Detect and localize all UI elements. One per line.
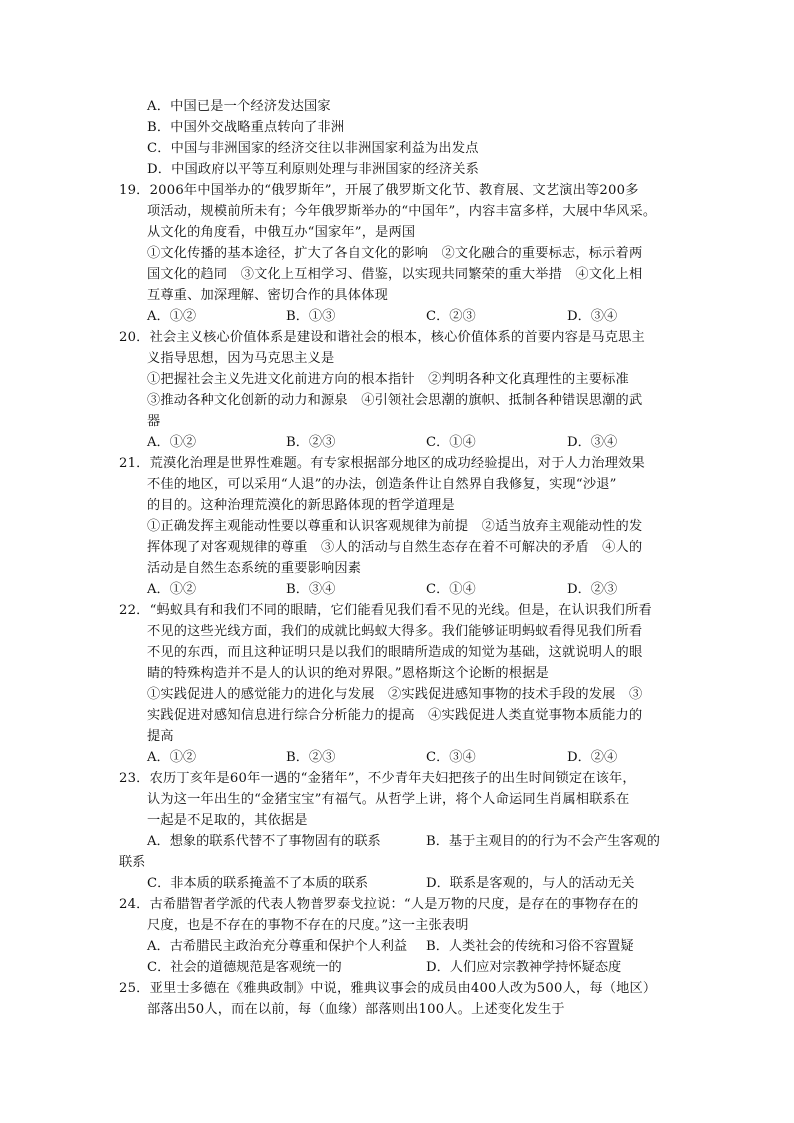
q19-stem-line: 从文化的角度看，中俄互办“国家年”，是两国 [147, 225, 416, 240]
q20-stem-line: 义指导思想，因为马克思主义是 [147, 351, 335, 366]
q20-statement-line: ③推动各种文化创新的动力和源泉 ④引领社会思潮的旗帜、抵制各种错误思潮的武 [147, 393, 643, 408]
q22-choice-a: A．①② [147, 750, 197, 765]
q24-stem-line: 尺度，也是不存在的事物不存在的尺度。”这一主张表明 [147, 918, 469, 933]
q20-choice-d: D．③④ [567, 435, 618, 450]
q24-choice-c: C．社会的道德规范是客观统一的 [147, 960, 342, 975]
q22-stem-line: 22．“蚂蚁具有和我们不同的眼睛，它们能看见我们看不见的光线。但是，在认识我们所看 [119, 603, 652, 618]
q21-statement-line: 活动是自然生态系统的重要影响因素 [147, 561, 362, 576]
q18-option-d: D．中国政府以平等互利原则处理与非洲国家的经济关系 [147, 162, 480, 177]
q22-stem-line: 不见的东西，而且这种证明只是以我们的眼睛所造成的知觉为基础，这就说明人的眼 [147, 645, 643, 660]
q20-statement-line: ①把握社会主义先进文化前进方向的根本指针 ②判明各种文化真理性的主要标准 [147, 372, 629, 387]
q20-statement-line: 器 [147, 414, 161, 429]
q22-stem-line: 不见的这些光线方面，我们的成就比蚂蚁大得多。我们能够证明蚂蚁看得见我们所看 [147, 624, 643, 639]
q22-statement-line: 实践促进对感知信息进行综合分析能力的提高 ④实践促进人类直觉事物本质能力的 [147, 708, 643, 723]
q18-option-a: A．中国已是一个经济发达国家 [147, 99, 331, 114]
q25-stem-line: 25．亚里士多德在《雅典政制》中说，雅典议事会的成员由400人改为500人，每（地区） [119, 981, 657, 996]
q19-choice-d: D．③④ [567, 309, 618, 324]
q21-statement-line: 挥体现了对客观规律的尊重 ③人的活动与自然生态存在着不可解决的矛盾 ④人的 [147, 540, 643, 555]
q19-choice-c: C．②③ [426, 309, 476, 324]
q21-stem-line: 的目的。这种治理荒漠化的新思路体现的哲学道理是 [147, 498, 455, 513]
q25-stem-line: 部落出50人，而在以前，每（血缘）部落则出100人。上述变化发生于 [147, 1002, 565, 1017]
q23-stem-line: 23．农历丁亥年是60年一遇的“金猪年”，不少青年夫妇把孩子的出生时间锁定在该年， [119, 771, 636, 786]
q20-choice-b: B．②③ [286, 435, 336, 450]
q22-statement-line: ①实践促进人的感觉能力的进化与发展 ②实践促进感知事物的技术手段的发展 ③ [147, 687, 643, 702]
q23-choice-b-wrap: 联系 [119, 855, 146, 870]
q18-option-c: C．中国与非洲国家的经济交往以非洲国家利益为出发点 [147, 141, 479, 156]
q19-stem-line: 19．2006年中国举办的“俄罗斯年”，开展了俄罗斯文化节、教育展、文艺演出等200多 [119, 183, 639, 198]
q21-choice-a: A．①② [147, 582, 197, 597]
q24-stem-line: 24．古希腊智者学派的代表人物普罗泰戈拉说：“人是万物的尺度，是存在的事物存在的 [119, 897, 639, 912]
q24-choice-b: B．人类社会的传统和习俗不容置疑 [426, 939, 634, 954]
q23-choice-a: A．想象的联系代替不了事物固有的联系 [147, 834, 381, 849]
q23-stem-line: 认为这一年出生的“金猪宝宝”有福气。从哲学上讲，将个人命运同生肖属相联系在 [147, 792, 630, 807]
q22-choice-c: C．③④ [426, 750, 476, 765]
q23-choice-c: C．非本质的联系掩盖不了本质的联系 [147, 876, 369, 891]
q21-choice-c: C．①④ [426, 582, 476, 597]
q23-choice-b: B．基于主观目的的行为不会产生客观的 [426, 834, 660, 849]
q20-choice-c: C．①④ [426, 435, 476, 450]
q22-choice-d: D．②④ [567, 750, 618, 765]
q24-choice-d: D．人们应对宗教神学持怀疑态度 [426, 960, 622, 975]
q19-statement-line: 国文化的趋同 ③文化上互相学习、借鉴，以实现共同繁荣的重大举措 ④文化上相 [147, 267, 643, 282]
q22-stem-line: 睛的特殊构造并不是人的认识的绝对界限。”恩格斯这个论断的根据是 [147, 666, 549, 681]
q19-statement-line: ①文化传播的基本途径，扩大了各自文化的影响 ②文化融合的重要标志，标示着两 [147, 246, 643, 261]
q24-choice-a: A．古希腊民主政治充分尊重和保护个人利益 [147, 939, 408, 954]
q21-statement-line: ①正确发挥主观能动性要以尊重和认识客观规律为前提 ②适当放弃主观能动性的发 [147, 519, 643, 534]
q20-stem-line: 20．社会主义核心价值体系是建设和谐社会的根本，核心价值体系的首要内容是马克思主 [119, 330, 645, 345]
q21-stem-line: 21．荒漠化治理是世界性难题。有专家根据部分地区的成功经验提出，对于人力治理效果 [119, 456, 645, 471]
q21-choice-b: B．③④ [286, 582, 336, 597]
q23-choice-d: D．联系是客观的，与人的活动无关 [426, 876, 635, 891]
q19-choice-a: A．①② [147, 309, 197, 324]
q19-choice-b: B．①③ [286, 309, 336, 324]
q22-choice-b: B．②③ [286, 750, 336, 765]
q22-statement-line: 提高 [147, 729, 174, 744]
q18-option-b: B．中国外交战略重点转向了非洲 [147, 120, 345, 135]
q19-stem-line: 项活动，规模前所未有；今年俄罗斯举办的“中国年”，内容丰富多样，大展中华风采。 [147, 204, 657, 219]
q20-choice-a: A．①② [147, 435, 197, 450]
q19-statement-line: 互尊重、加深理解、密切合作的具体体现 [147, 288, 388, 303]
q21-stem-line: 不佳的地区，可以采用“人退”的办法，创造条件让自然界自我修复，实现“沙退” [147, 477, 617, 492]
q21-choice-d: D．②③ [567, 582, 618, 597]
q23-stem-line: 一起是不足取的，其依据是 [147, 813, 308, 828]
